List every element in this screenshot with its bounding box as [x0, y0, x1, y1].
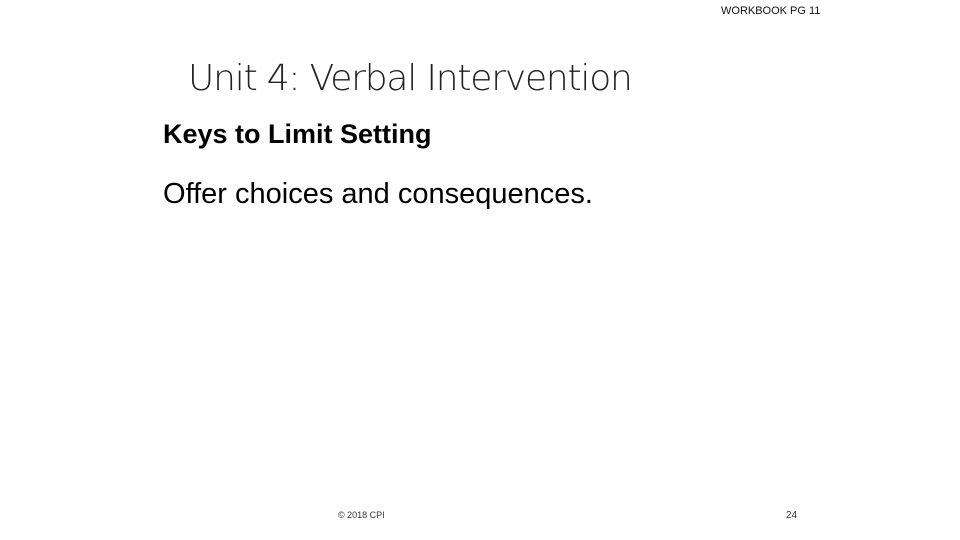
slide-body-text: Offer choices and consequences. — [163, 178, 593, 210]
page-number: 24 — [786, 510, 798, 521]
slide-title: Unit 4: Verbal Intervention — [188, 58, 632, 99]
copyright-notice: © 2018 CPI — [338, 510, 385, 520]
workbook-page-reference: WORKBOOK PG 11 — [721, 5, 821, 17]
slide-subtitle: Keys to Limit Setting — [163, 119, 432, 149]
